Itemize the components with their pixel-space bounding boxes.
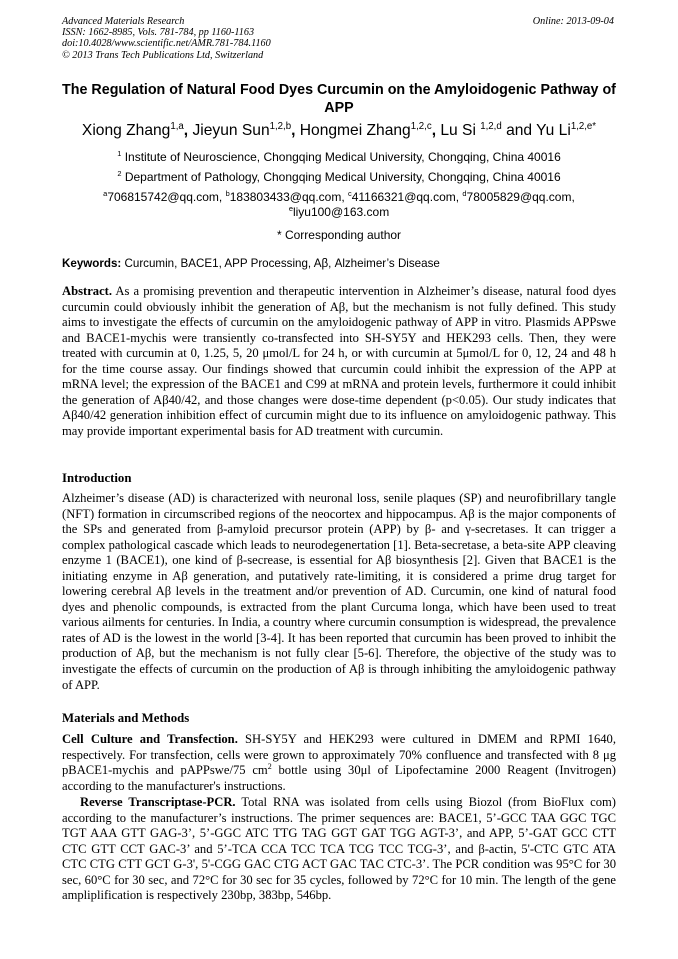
email-e: $^e$liyu100@163.com <box>288 204 390 219</box>
author-3: Hongmei Zhang$^{1,2,c}$, <box>299 120 441 139</box>
issn-line: ISSN: 1662-8985, Vols. 781-784, pp 1160-1163 <box>62 27 255 39</box>
email-list <box>62 190 616 220</box>
corresponding-author-note: * Corresponding author <box>276 228 402 242</box>
doi-line: doi:10.4028/www.scientific.net/AMR.781-784.1160 <box>62 38 271 50</box>
author-4: Lu Si $^{1,2,d}$ and <box>440 120 537 139</box>
journal-name: Advanced Materials Research <box>62 16 185 27</box>
affiliation-2: $^2$ Department of Pathology, Chongqing Medical University, Chongqing, China 40016 <box>117 169 561 184</box>
online-date: Online: 2013-09-04 <box>532 16 614 27</box>
email-b: $^b$183803433@qq.com, <box>225 189 348 204</box>
affiliation-1: $^1$ Institute of Neuroscience, Chongqing Medical University, Chongqing, China 40016 <box>117 149 561 164</box>
keywords-line <box>62 257 440 270</box>
email-d: $^d$78005829@qq.com, <box>462 189 575 204</box>
copyright-line: © 2013 Trans Tech Publications Ltd, Switzerland <box>62 49 264 61</box>
journal-header <box>62 16 271 61</box>
paper-title: The Regulation of Natural Food Dyes Curcumin on the Amyloidogenic Pathway of APP <box>62 82 616 116</box>
keywords-label: Keywords: <box>62 257 122 270</box>
email-c: $^c$41166321@qq.com, <box>347 189 463 204</box>
abstract-label: Abstract. <box>62 284 113 298</box>
keywords-text: Curcumin, BACE1, APP Processing, Aβ, Alzheimer’s Disease <box>121 257 440 270</box>
cell-culture-label: Cell Culture and Transfection. <box>62 732 238 746</box>
introduction-heading: Introduction <box>62 471 132 485</box>
rt-pcr-paragraph: Reverse Transcriptase-PCR. Total RNA was isolated from cells using Biozol (from BioFlux com) according to the manufacturer’s instructions. The primer sequences are: BACE1, 5’-GCC TAA GGC TGC TGT AAA GTT GAG-3’, 5’-GGC ATC TTG TAG GGT GAT TGG AGT-3’, and APP, 5’-GAT GCC CTT CTC GTT CCT GAC-3’ and 5’-TCA CCA TCC TCA TCG TCC TCG-3’, and β-actin, 5'-CTC GTC ATA CTC CTG CTT GCT G-3', 5'-CGG GAC CTG ACT GAC TAC CTC-3’. The PCR condition was 95°C for 30 sec, 60°C for 30 sec, and 72°C for 30 sec for 35 cycles, followed by 72°C for 10 min. The length of the gene ampliplification is respectively 230bp, 383bp, 546bp. <box>62 795 617 903</box>
author-list <box>62 121 616 141</box>
introduction-paragraph: Alzheimer’s disease (AD) is characterized with neuronal loss, senile plaques (SP) and neurofibrillary tangle (NFT) formation in circumscribed regions of the neocortex and hippocampus. Aβ is the major components of the SPs and generated from β-amyloid precursor protein (APP) by β- and γ-secretases. It can trigger a complex pathological cascade which leads to neurodegenertation [1]. Beta-secretase, a beta-site APP cleaving enzyme 1 (BACE1), one kind of β-secrease, is essential for Aβ biosynthesis [2]. Given that BACE1 is the initiating enzyme in Aβ generation, and putatively rate-limiting, it is considered a prime drug target for lowering cerebral Aβ levels in the treatment and/or prevention of AD. Curcumin, one kind of natural food dyes and phenolic compounds, is extracted from the plant Curcuma longa, which have been used to treat various ailments for centuries. In India, a country where curcumin consumption is widespread, the prevalence rates of AD is the lowest in the world [3-4]. It has been reported that curcumin has been proved to inhibit the production of Aβ, but the mechanism is not fully clear [5-6]. Therefore, the objective of the study was to investigate the effects of curcumin on the production of Aβ is through inhibiting the amyloidogenic pathway of APP. <box>62 491 616 692</box>
abstract-paragraph <box>62 284 616 439</box>
author-5: Yu $Li^{1,2,e*}$ <box>536 120 597 139</box>
author-2: Jieyun Sun$^{1,2,b}$, <box>192 120 300 139</box>
methods-heading: Materials and Methods <box>62 711 190 725</box>
rt-pcr-label: Reverse Transcriptase-PCR. <box>80 795 236 809</box>
email-a: $^a$706815742@qq.com, <box>103 189 226 204</box>
abstract-text: As a promising prevention and therapeutic intervention in Alzheimer’s disease, natural food dyes curcumin could obviously inhibit the generation of Aβ, but the mechanism is not fully defined. This study aims to investigate the effects of curcumin on the amyloidogenic pathway of APP in vitro. Plasmids APPswe and BACE1-mychis were transiently co-transfected into SH-SY5Y and HEK293 cells. Then, they were treated with curcumin at 0, 1.25, 5, 20 μmol/L for 24 h, or with curcumin at 5μmol/L for 0, 12, 24 and 48 h for the time course assay. Our findings showed that curcumin could inhibit the expression of the APP at mRNA level; the expression of the BACE1 and C99 at mRNA and protein levels, furthermore it could inhibit the generation of Aβ40/42, and those changes were dose-time dependent (p<0.05). Our study indicates that Aβ40/42 generation inhibition effect of curcumin might due to its influence on amyloidogenic pathway. This may provide important experimental basis for AD treatment with curcumin. <box>62 284 616 438</box>
cell-culture-paragraph: Cell Culture and Transfection. SH-SY5Y and HEK293 were cultured in DMEM and RPMI 1640, respectively. For transfection, cells were grown to approximately 70% confluence and transfected with 8 μg pBACE1-mychis and pAPPswe/75 $cm^2$ bottle using 30μl of Lipofectamine 2000 Reagent (Invitrogen) according to the manufacturer's instructions. <box>62 732 616 793</box>
author-1: Xiong Zhang$^{1,a}$, <box>81 120 193 139</box>
